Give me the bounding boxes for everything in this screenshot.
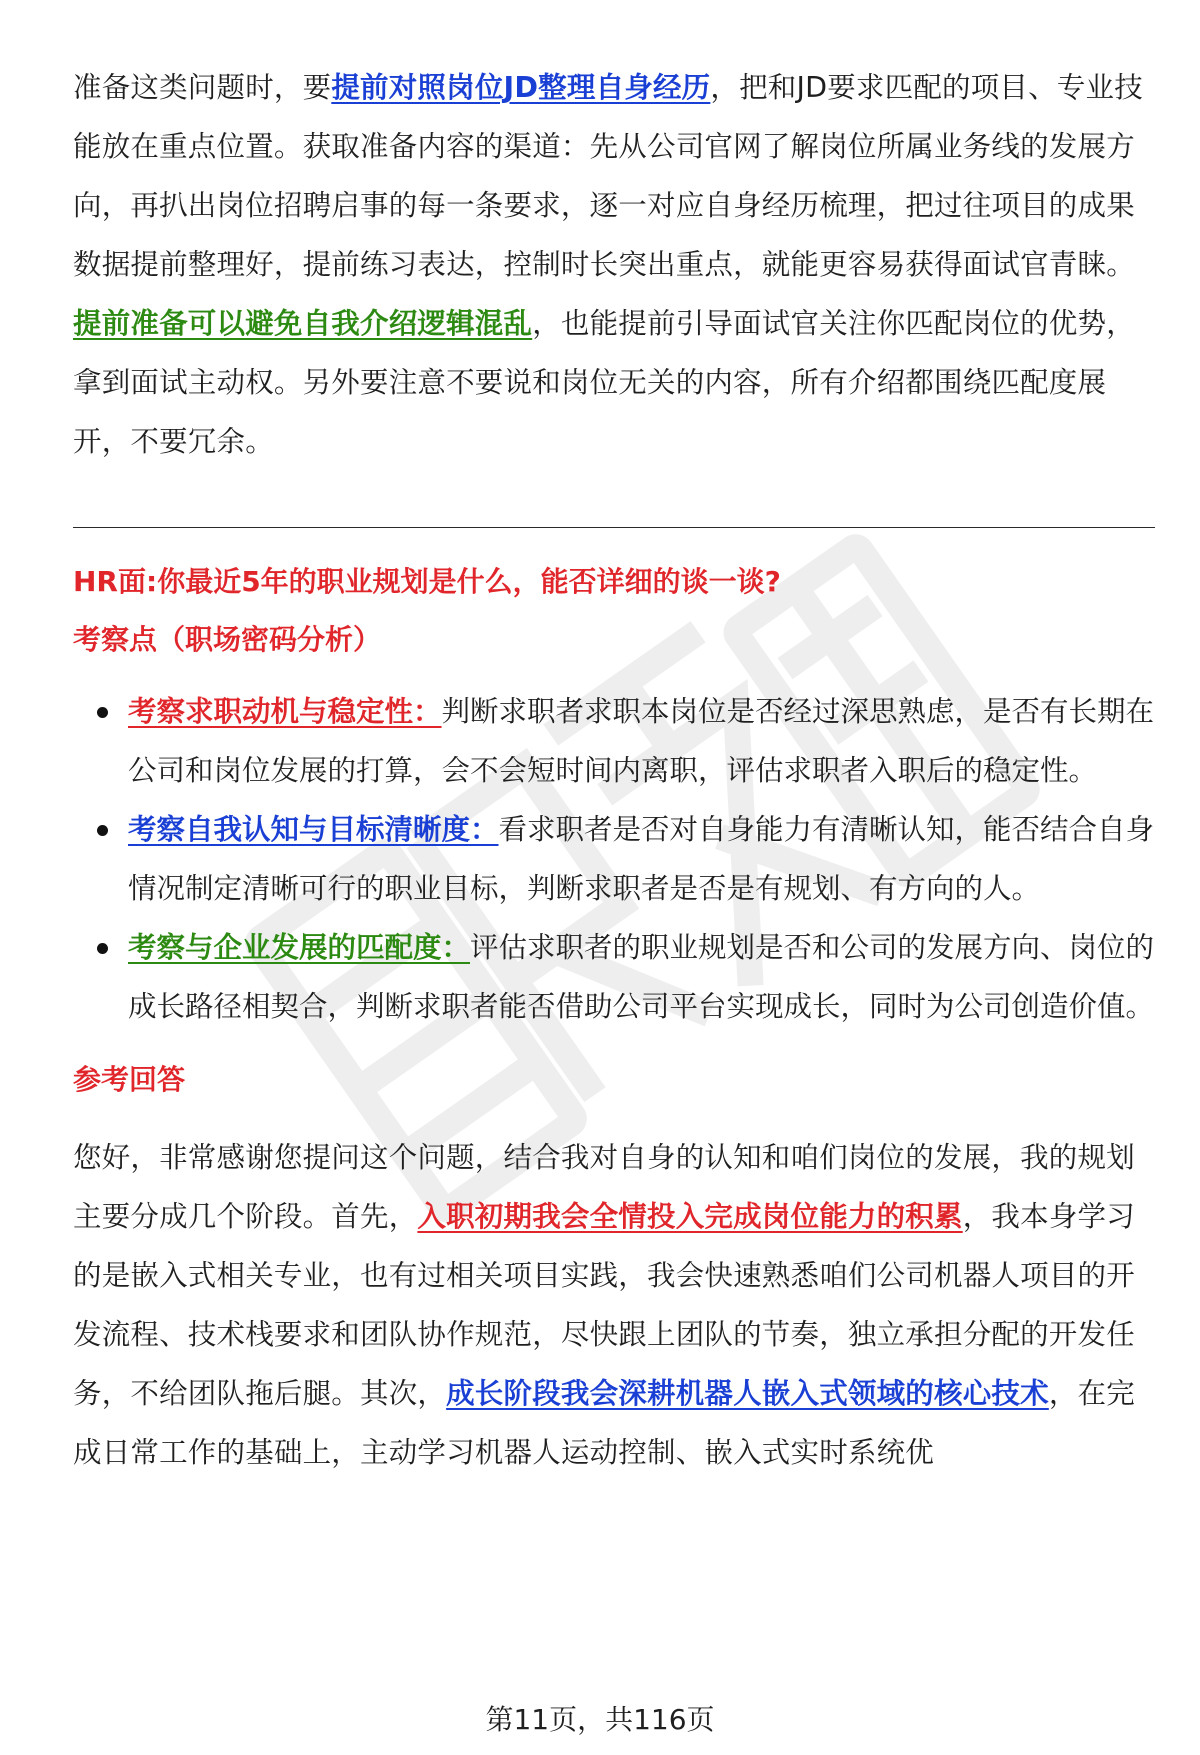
- highlight-growth-stage: 成长阶段我会深耕机器人嵌入式领域的核心技术: [446, 1377, 1049, 1410]
- assessment-point-company-fit: [73, 918, 1155, 1036]
- point-text: 看求职者是否对自身能力有清晰认知，能否结合自身情况制定清晰可行的职业目标，判断求职者是否是有规划、有方向的人。: [128, 813, 1155, 905]
- bullet-icon: [97, 825, 108, 836]
- intro-text-2: ，把和JD要求匹配的项目、专业技能放在重点位置。获取准备内容的渠道：先从公司官网了解岗位所属业务线的发展方向，再扒出岗位招聘启事的每一条要求，逐一对应自身经历梳理，把过往项目的成果数据提前整理好，提前练习表达，控制时长突出重点，就能更容易获得面试官青睐。: [73, 71, 1143, 281]
- answer-text-2: ，我本身学习的是嵌入式相关专业，也有过相关项目实践，我会快速熟悉咱们公司机器人项目的开发流程、技术栈要求和团队协作规范，尽快跟上团队的节奏，独立承担分配的开发任务，不给团队拖后腿。其次，: [73, 1200, 1135, 1410]
- interview-question: HR面:你最近5年的职业规划是什么，能否详细的谈一谈?: [73, 565, 781, 598]
- assessment-points-list: [73, 682, 1155, 1036]
- prep-benefit-paragraph: [73, 294, 1155, 471]
- point-label: 考察自我认知与目标清晰度：: [128, 813, 499, 846]
- highlight-avoid-confusion: 提前准备可以避免自我介绍逻辑混乱: [73, 307, 533, 340]
- point-text: 判断求职者求职本岗位是否经过深思熟虑，是否有长期在公司和岗位发展的打算，会不会短时间内离职，评估求职者入职后的稳定性。: [128, 695, 1155, 787]
- page-number-footer: 第11页，共116页: [485, 1703, 715, 1736]
- prep-benefit-text: ，也能提前引导面试官关注你匹配岗位的优势，拿到面试主动权。另外要注意不要说和岗位无关的内容，所有介绍都围绕匹配度展开，不要冗余。: [73, 307, 1135, 458]
- answer-text-3: ，在完成日常工作的基础上，主动学习机器人运动控制、嵌入式实时系统优: [73, 1377, 1135, 1469]
- highlight-jd-prep: 提前对照岗位JD整理自身经历: [331, 71, 711, 104]
- section-divider: [73, 527, 1155, 528]
- highlight-early-stage: 入职初期我会全情投入完成岗位能力的积累: [417, 1200, 963, 1233]
- reference-answer-heading: 参考回答: [73, 1063, 186, 1096]
- bullet-icon: [97, 707, 108, 718]
- assessment-point-self-awareness: [73, 800, 1155, 918]
- assessment-point-motivation: [73, 682, 1155, 800]
- point-label: 考察与企业发展的匹配度：: [128, 931, 471, 964]
- main-content: [73, 58, 1155, 1482]
- analysis-heading: 考察点（职场密码分析）: [73, 623, 382, 656]
- intro-paragraph: [73, 58, 1155, 294]
- reference-answer-paragraph: [73, 1128, 1155, 1482]
- answer-text-1: 您好，非常感谢您提问这个问题，结合我对自身的认知和咱们岗位的发展，我的规划主要分成几个阶段。首先，: [73, 1141, 1135, 1233]
- intro-text-1: 准备这类问题时，要: [73, 71, 332, 104]
- point-label: 考察求职动机与稳定性：: [128, 695, 442, 728]
- point-text: 评估求职者的职业规划是否和公司的发展方向、岗位的成长路径相契合，判断求职者能否借助公司平台实现成长，同时为公司创造价值。: [128, 931, 1155, 1023]
- bullet-icon: [97, 943, 108, 954]
